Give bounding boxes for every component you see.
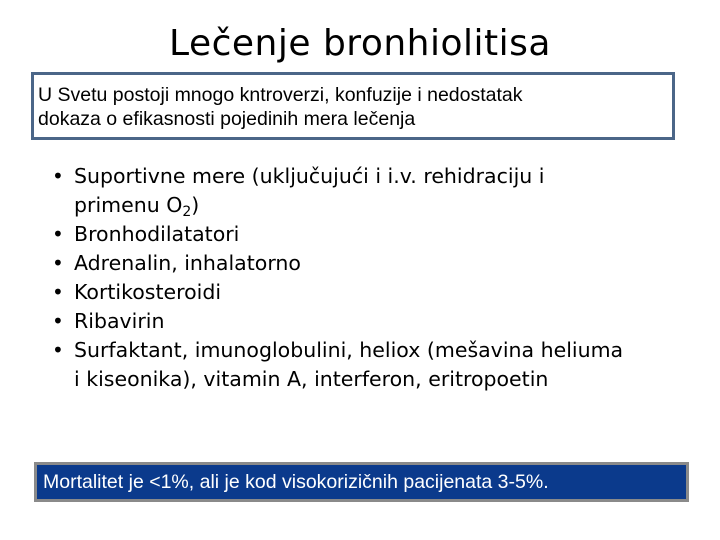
list-item-text-fragment: ) <box>191 193 200 217</box>
list-item-text: Bronhodilatatori <box>74 222 240 246</box>
note-box <box>31 72 675 140</box>
subscript-2: 2 <box>182 204 192 220</box>
list-item-text: Surfaktant, imunoglobulini, heliox (mešavina heliuma <box>74 338 624 362</box>
list-item-text-fragment: primenu O <box>74 193 183 217</box>
list-item-supportive <box>52 162 702 220</box>
list-item-text: Adrenalin, inhalatorno <box>74 251 301 275</box>
bullet-icon: • <box>52 280 64 304</box>
list-item-ribavirin <box>52 307 702 336</box>
list-item-text: Suportivne mere (uključujući i i.v. rehidraciju i <box>74 164 545 188</box>
bullet-icon: • <box>52 222 64 246</box>
list-item-text: Ribavirin <box>74 309 165 333</box>
bullet-icon: • <box>52 251 64 275</box>
list-item-surfactant <box>52 336 702 394</box>
list-item-bronchodilators <box>52 220 702 249</box>
bullet-icon: • <box>52 309 64 333</box>
bullet-icon: • <box>52 164 64 188</box>
list-item-adrenaline <box>52 249 702 278</box>
list-item-text-continued <box>74 191 702 220</box>
list-item-text: Kortikosteroidi <box>74 280 222 304</box>
list-item-corticosteroids <box>52 278 702 307</box>
slide-title: Lečenje bronhiolitisa <box>169 23 551 64</box>
note-line-1: U Svetu postoji mnogo kntroverzi, konfuzije i nedostatak <box>38 84 523 106</box>
mortality-callout: Mortalitet je <1%, ali je kod visokorizičnih pacijenata 3-5%. <box>34 462 689 502</box>
note-line-2: dokaza o efikasnosti pojedinih mera lečenja <box>38 108 416 130</box>
bullet-list <box>52 162 702 394</box>
list-item-text-continued: i kiseonika), vitamin A, interferon, eritropoetin <box>74 367 549 391</box>
bullet-icon: • <box>52 338 64 362</box>
